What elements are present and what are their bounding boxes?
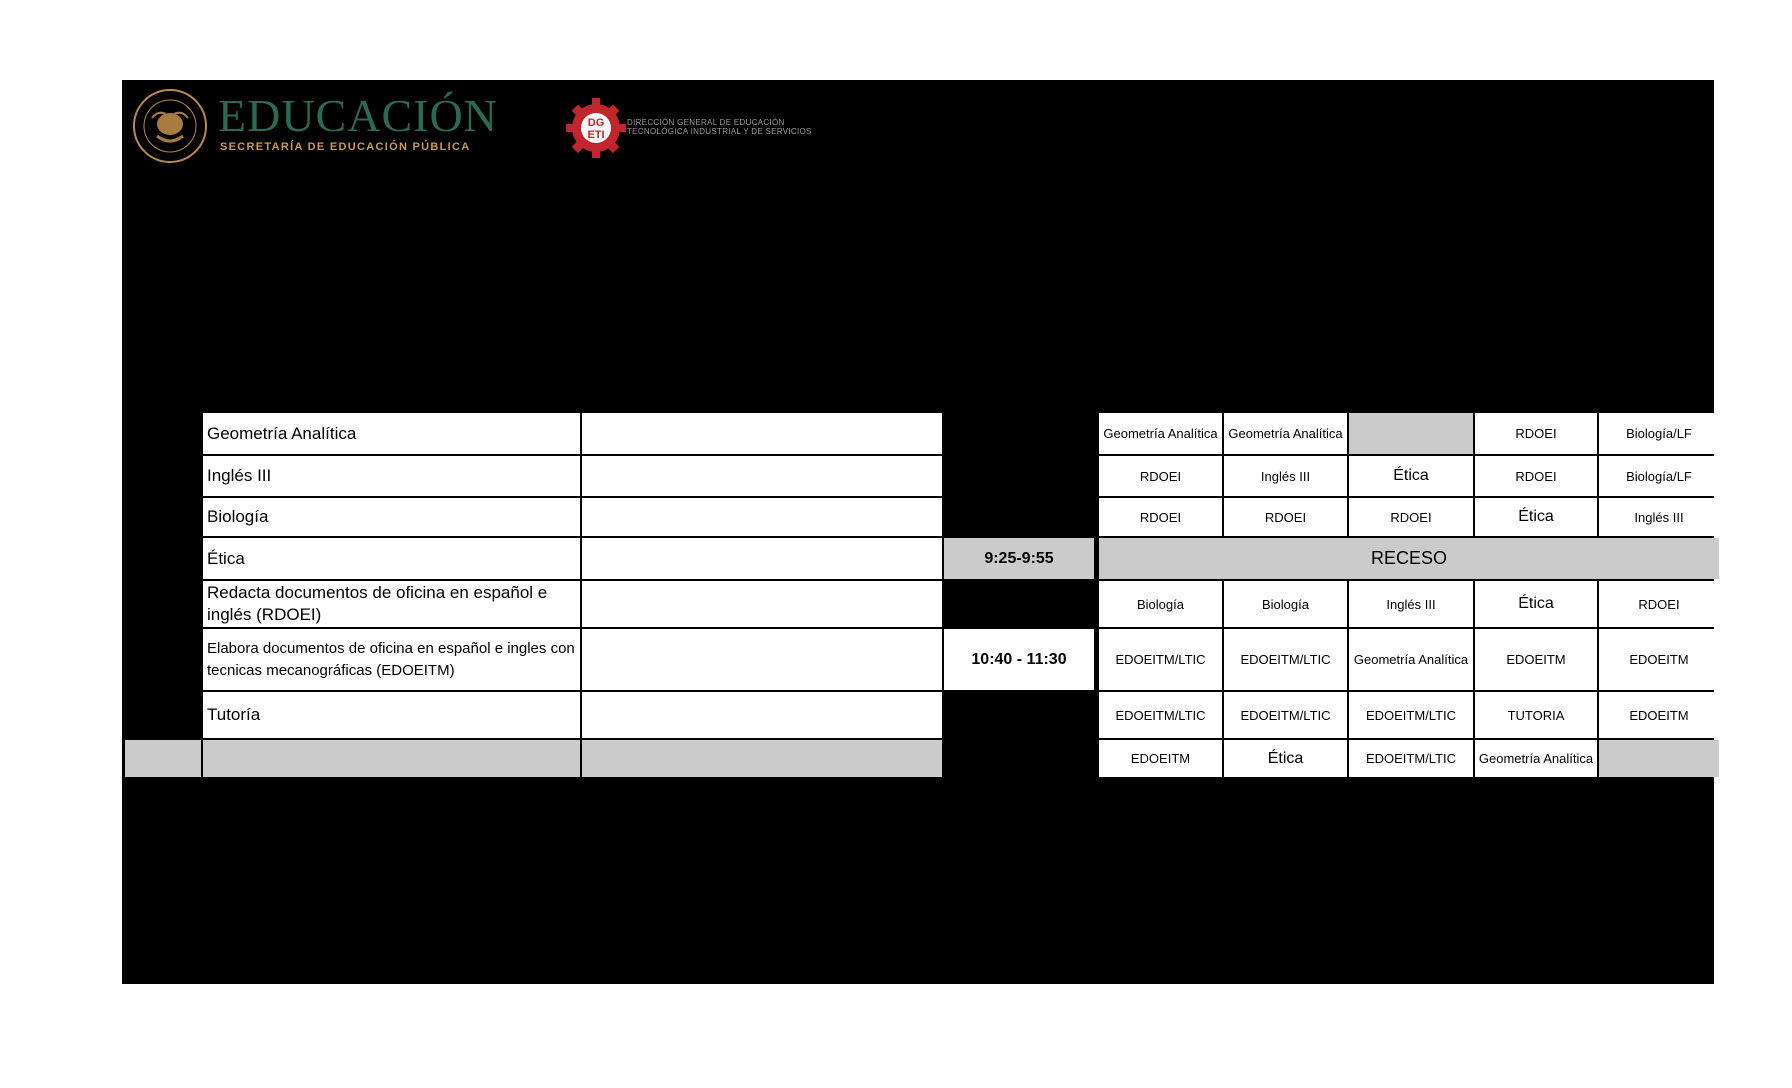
schedule-cell: Inglés III — [1349, 581, 1473, 627]
teacher-cell — [582, 498, 942, 536]
schedule-cell: EDOEITM — [1599, 692, 1719, 738]
empty-gray-cell — [125, 740, 201, 777]
empty-gray-cell — [582, 740, 942, 777]
national-seal-icon — [130, 88, 210, 164]
schedule-cell: RDOEI — [1224, 498, 1347, 536]
time-slot: 10:40 - 11:30 — [944, 629, 1094, 690]
svg-text:DG: DG — [587, 117, 605, 129]
empty-gray-cell — [203, 740, 580, 777]
schedule-cell: Biología — [1099, 581, 1222, 627]
subject-cell: Elabora documentos de oficina en español e ingles con tecnicas mecanográficas (EDOEITM) — [203, 629, 580, 690]
schedule-cell: RDOEI — [1475, 456, 1597, 496]
schedule-cell: Biología/LF — [1599, 413, 1719, 454]
svg-text:ETI: ETI — [587, 129, 605, 141]
teacher-cell — [582, 581, 942, 627]
dgeti-gear-icon — [566, 90, 626, 162]
schedule-cell: RDOEI — [1599, 581, 1719, 627]
schedule-cell: EDOEITM/LTIC — [1224, 692, 1347, 738]
schedule-cell: Ética — [1475, 581, 1597, 627]
dgeti-line-1: DIRECCIÓN GENERAL DE EDUCACIÓN — [627, 118, 785, 127]
schedule-cell: Geometría Analítica — [1349, 629, 1473, 690]
receso-cell: RECESO — [1099, 538, 1719, 579]
teacher-cell — [582, 629, 942, 690]
teacher-cell — [582, 692, 942, 738]
schedule-cell: EDOEITM — [1599, 629, 1719, 690]
schedule-cell: EDOEITM/LTIC — [1349, 692, 1473, 738]
schedule-cell: Ética — [1224, 740, 1347, 777]
schedule-cell: EDOEITM/LTIC — [1224, 629, 1347, 690]
schedule-cell — [1599, 740, 1719, 777]
schedule-cell: EDOEITM/LTIC — [1349, 740, 1473, 777]
subject-cell: Tutoría — [203, 692, 580, 738]
logo-main-text: EDUCACIÓN — [218, 90, 498, 141]
schedule-cell: RDOEI — [1475, 413, 1597, 454]
subject-cell: Inglés III — [203, 456, 580, 496]
schedule-cell: RDOEI — [1349, 498, 1473, 536]
subject-cell: Biología — [203, 498, 580, 536]
dgeti-line-2: TECNOLÓGICA INDUSTRIAL Y DE SERVICIOS — [627, 127, 812, 136]
teacher-cell — [582, 538, 942, 579]
teacher-cell — [582, 456, 942, 496]
time-slot: 9:25-9:55 — [944, 538, 1094, 579]
schedule-cell: Geometría Analítica — [1224, 413, 1347, 454]
schedule-cell: Biología/LF — [1599, 456, 1719, 496]
subject-cell: Ética — [203, 538, 580, 579]
schedule-cell: Inglés III — [1224, 456, 1347, 496]
schedule-cell: EDOEITM/LTIC — [1099, 629, 1222, 690]
schedule-cell — [1349, 413, 1473, 454]
schedule-cell: Geometría Analítica — [1475, 740, 1597, 777]
logo-sub-text: SECRETARÍA DE EDUCACIÓN PÚBLICA — [220, 141, 471, 153]
teacher-cell — [582, 413, 942, 454]
schedule-cell: Biología — [1224, 581, 1347, 627]
schedule-cell: Ética — [1349, 456, 1473, 496]
dgeti-text — [627, 118, 812, 136]
subject-cell: Geometría Analítica — [203, 413, 580, 454]
schedule-cell: Ética — [1475, 498, 1597, 536]
schedule-cell: Inglés III — [1599, 498, 1719, 536]
schedule-cell: EDOEITM — [1475, 629, 1597, 690]
schedule-cell: Geometría Analítica — [1099, 413, 1222, 454]
schedule-cell: EDOEITM/LTIC — [1099, 692, 1222, 738]
subject-cell: Redacta documentos de oficina en español e inglés (RDOEI) — [203, 581, 580, 627]
schedule-cell: RDOEI — [1099, 498, 1222, 536]
schedule-cell: TUTORIA — [1475, 692, 1597, 738]
schedule-cell: EDOEITM — [1099, 740, 1222, 777]
schedule-cell: RDOEI — [1099, 456, 1222, 496]
